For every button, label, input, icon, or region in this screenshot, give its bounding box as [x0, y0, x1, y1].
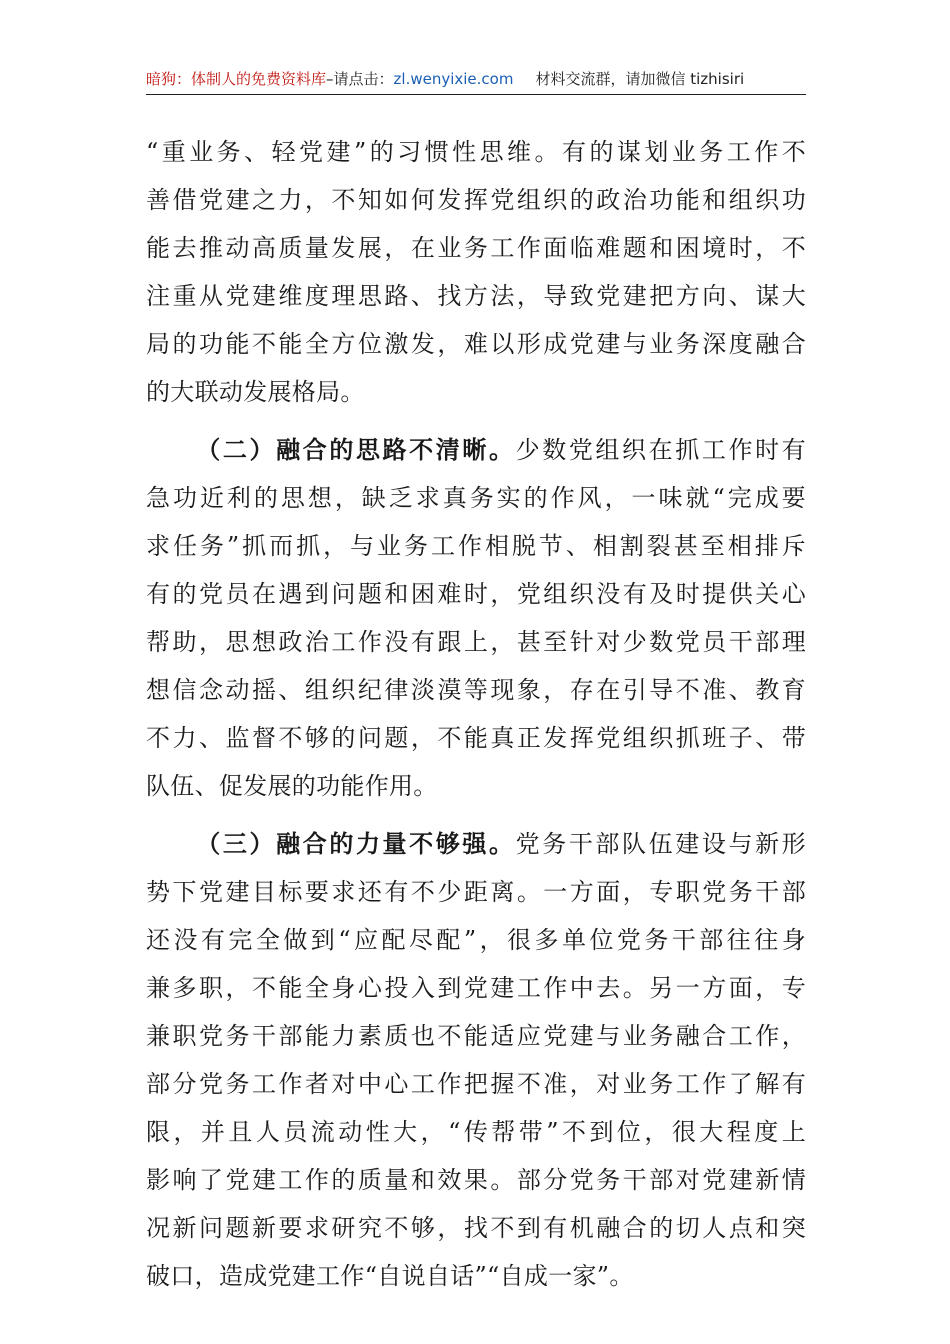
paragraph-3 — [146, 820, 806, 1300]
text-line: 局的功能不能全方位激发，难以形成党建与业务深度融合 — [146, 330, 806, 358]
header-url-link[interactable]: zl.wenyixie.com — [393, 70, 514, 88]
text-line: 求任务”抓而抓，与业务工作相脱节、相割裂甚至相排斥 — [146, 532, 806, 560]
paragraph-1 — [146, 128, 806, 416]
text-line-first — [146, 426, 806, 474]
text-line: 破口，造成党建工作“自说自话”“自成一家”。 — [146, 1262, 634, 1290]
text-line: 部分党务工作者对中心工作把握不准，对业务工作了解有 — [146, 1070, 806, 1098]
text-line: 兼多职，不能全身心投入到党建工作中去。另一方面，专 — [146, 974, 806, 1002]
text-line: 队伍、促发展的功能作用。 — [146, 772, 438, 800]
text-line: 注重从党建维度理思路、找方法，导致党建把方向、谋大 — [146, 282, 806, 310]
first-line-text: 少数党组织在抓工作时有 — [515, 436, 806, 464]
header-site-name: 暗狗：体制人的免费资料库 — [146, 70, 327, 88]
paragraph-2 — [146, 426, 806, 810]
text-line: 急功近利的思想，缺乏求真务实的作风，一味就“完成要 — [146, 484, 806, 512]
header-click-label: –请点击： — [326, 70, 394, 88]
document-body — [146, 128, 806, 1300]
text-line: 势下党建目标要求还有不少距离。一方面，专职党务干部 — [146, 878, 806, 906]
section-heading-2: （二）融合的思路不清晰。 — [194, 435, 516, 464]
first-line-text: 党务干部队伍建设与新形 — [515, 830, 806, 858]
text-line: 的大联动发展格局。 — [146, 378, 365, 406]
text-line: 帮助，思想政治工作没有跟上，甚至针对少数党员干部理 — [146, 628, 806, 656]
page-header — [146, 66, 806, 95]
text-line: 还没有完全做到“应配尽配”，很多单位党务干部往往身 — [146, 926, 806, 954]
text-line: 能去推动高质量发展，在业务工作面临难题和困境时，不 — [146, 234, 806, 262]
text-line: 善借党建之力，不知如何发挥党组织的政治功能和组织功 — [146, 186, 806, 214]
section-heading-3: （三）融合的力量不够强。 — [194, 829, 516, 858]
text-line: 况新问题新要求研究不够，找不到有机融合的切人点和突 — [146, 1214, 806, 1242]
text-line: 不力、监督不够的问题，不能真正发挥党组织抓班子、带 — [146, 724, 806, 752]
text-line: 有的党员在遇到问题和困难时，党组织没有及时提供关心 — [146, 580, 806, 608]
header-wechat-note: 材料交流群，请加微信 tizhisiri — [535, 70, 745, 88]
text-line: “重业务、轻党建”的习惯性思维。有的谋划业务工作不 — [146, 138, 806, 166]
text-line-first — [146, 820, 806, 868]
text-line: 限，并且人员流动性大，“传帮带”不到位，很大程度上 — [146, 1118, 806, 1146]
text-line: 想信念动摇、组织纪律淡漠等现象，存在引导不准、教育 — [146, 676, 806, 704]
text-line: 兼职党务干部能力素质也不能适应党建与业务融合工作， — [146, 1022, 806, 1050]
text-line: 影响了党建工作的质量和效果。部分党务干部对党建新情 — [146, 1166, 806, 1194]
